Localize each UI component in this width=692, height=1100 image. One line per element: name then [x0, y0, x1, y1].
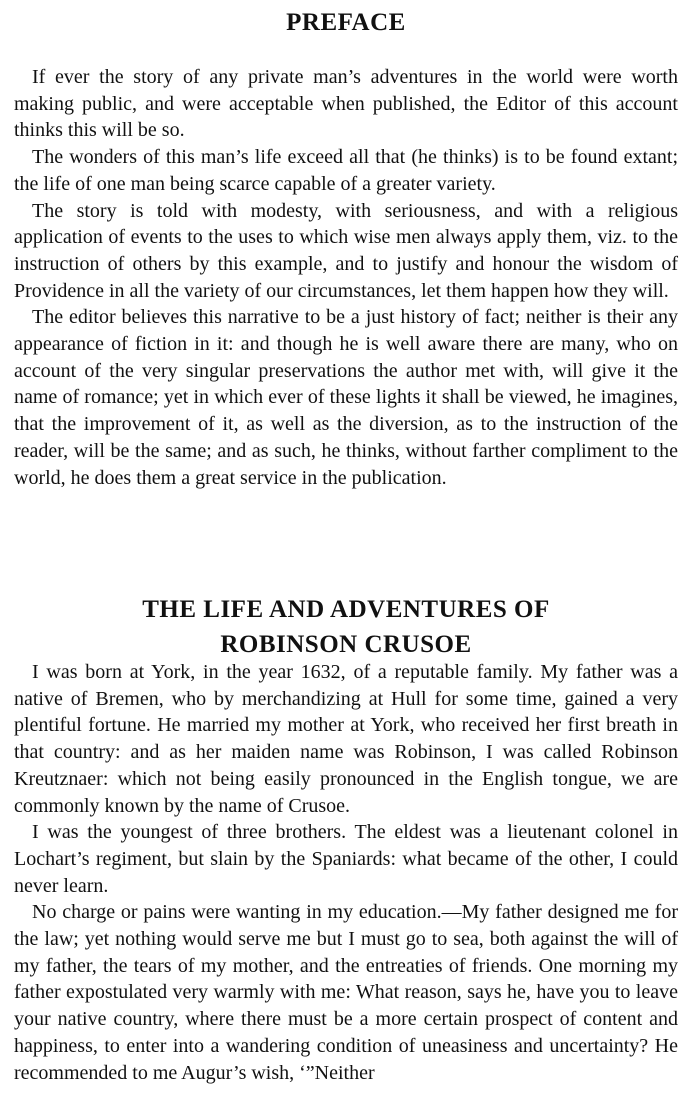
preface-paragraph: The story is told with modesty, with seriousness, and with a religious application of events to the uses to which wise men always apply them, viz. to the instruction of others by this example, and to justify and honour the wisdom of Providence in all the variety of our circumstances, let them happen how they will.	[14, 199, 678, 302]
chapter-paragraph: No charge or pains were wanting in my education.—My father designed me for the law; yet nothing would serve me but I must go to sea, both against the will of my father, the tears of my mother, and the entreaties of friends. One morning my father expostulated very warmly with me: What reason, says he, have you to leave your native country, where there must be a more certain prospect of content and happiness, to enter into a wandering condition of uneasiness and uncertainty? He recommended to me Augur’s wish, ‘”Neither	[14, 901, 678, 1084]
chapter-title-line-2: ROBINSON CRUSOE	[220, 631, 472, 658]
preface-title: PREFACE	[286, 9, 406, 36]
chapter-title	[0, 592, 692, 662]
chapter-body	[14, 659, 678, 1086]
chapter-paragraph: I was born at York, in the year 1632, of a reputable family. My father was a native of Bremen, who by merchandizing at Hull for some time, gained a very plentiful fortune. He married my mother at York, who received her first breath in that country: and as her maiden name was Robinson, I was called Robinson Kreutznaer: which not being easily pronounced in the English tongue, we are commonly known by the name of Crusoe.	[14, 661, 678, 817]
preface-body	[14, 64, 678, 491]
chapter-paragraph: I was the youngest of three brothers. The eldest was a lieutenant colonel in Lochart’s regiment, but slain by the Spaniards: what became of the other, I could never learn.	[14, 821, 678, 897]
chapter-title-line-1: THE LIFE AND ADVENTURES OF	[142, 596, 550, 623]
preface-paragraph: The wonders of this man’s life exceed all that (he thinks) is to be found extant; the life of one man being scarce capable of a greater variety.	[14, 146, 678, 195]
preface-paragraph: The editor believes this narrative to be a just history of fact; neither is their any appearance of fiction in it: and though he is well aware there are many, who on account of the very singular preservations the author met with, will give it the name of romance; yet in which ever of these lights it shall be viewed, he imagines, that the improvement of it, as well as the diversion, as to the instruction of the reader, will be the same; and as such, he thinks, without farther compliment to the world, he does them a great service in the publication.	[14, 306, 678, 489]
preface-paragraph: If ever the story of any private man’s adventures in the world were worth making public, and were acceptable when published, the Editor of this account thinks this will be so.	[14, 66, 678, 142]
